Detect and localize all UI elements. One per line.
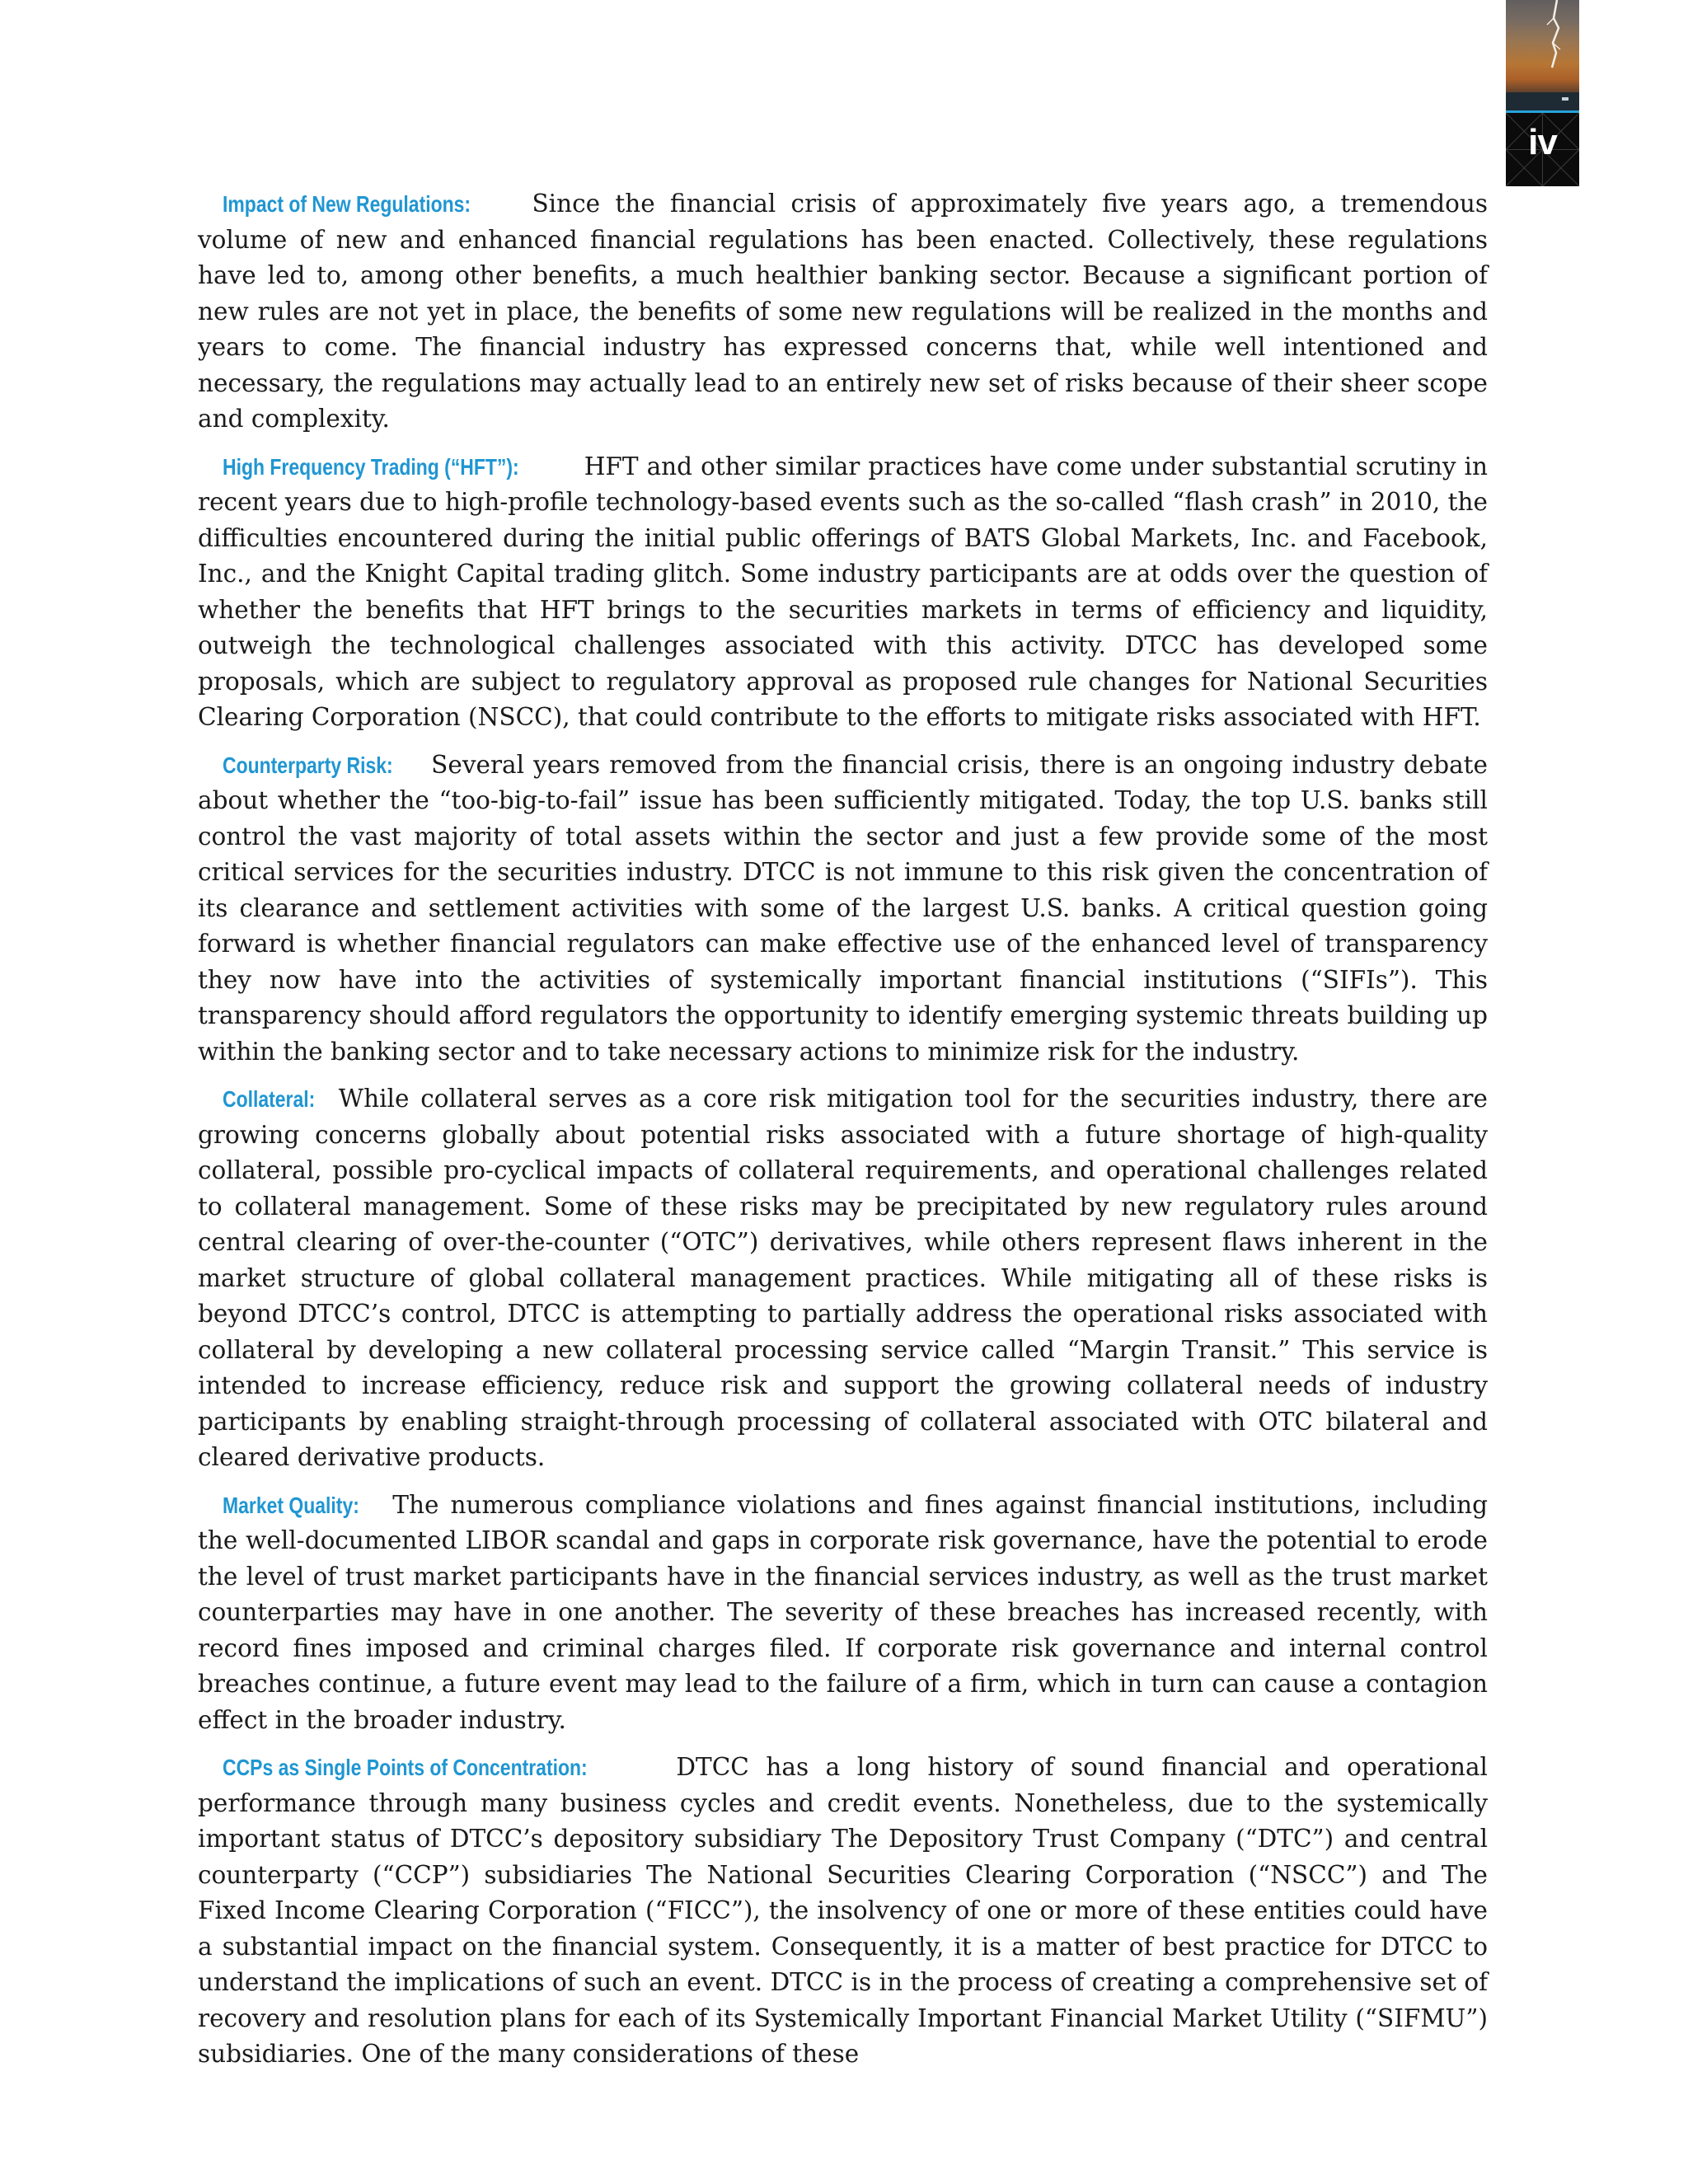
section-heading: High Frequency Trading (“HFT”): (223, 453, 519, 480)
section-heading: Impact of New Regulations: (223, 191, 471, 217)
section-heading: Market Quality: (223, 1492, 359, 1518)
section-paragraph (198, 186, 1488, 438)
section-paragraph (198, 748, 1488, 1071)
section-paragraph (198, 1750, 1488, 2073)
section-body: Since the financial crisis of approximately five years ago, a tremendous volume of new and enhanced financial regulations has been enacted. Collectively, these regulations have led to, among other benefits, a much healthier banking sector. Because a significant portion of new rules are not yet in place, the benefits of some new regulations will be realized in the months and years to come. The financial industry has expressed concerns that, while well intentioned and necessary, the regulations may actually lead to an entirely new set of risks because of their sheer scope and complexity. (198, 190, 1488, 433)
section-body: Several years removed from the financial crisis, there is an ongoing industry debate about whether the “too-big-to-fail” issue has been sufficiently mitigated. Today, the top U.S. banks still control the vast majority of total assets within the sector and just a few provide some of the most critical services for the securities industry. DTCC is not immune to this risk given the concentration of its clearance and settlement activities with some of the largest U.S. banks. A critical question going forward is whether financial regulators can make effective use of the enhanced level of transparency they now have into the activities of systemically important financial institutions (“SIFIs”). This transparency should afford regulators the opportunity to identify emerging systemic threats building up within the banking sector and to take necessary actions to minimize risk for the industry. (198, 750, 1488, 1066)
section-heading: Counterparty Risk: (223, 752, 393, 778)
section-body: While collateral serves as a core risk mitigation tool for the securities industry, there are growing concerns globally about potential risks associated with a future shortage of high-quality collateral, possible pro-cyclical impacts of collateral requirements, and operational challenges related to collateral management. Some of these risks may be precipitated by new regulatory rules around central clearing of over-the-counter (“OTC”) derivatives, while others represent flaws inherent in the market structure of global collateral management practices. While mitigating all of these risks is beyond DTCC’s control, DTCC is attempting to partially address the operational risks associated with collateral by developing a new collateral processing service called “Margin Transit.” This service is intended to increase efficiency, reduce risk and support the growing collateral needs of industry participants by enabling straight-through processing of collateral associated with OTC bilateral and cleared derivative products. (198, 1085, 1488, 1471)
section-heading: Collateral: (223, 1086, 316, 1112)
lightning-bolt-icon (1506, 0, 1579, 110)
section-paragraph (198, 1488, 1488, 1739)
article-body (198, 186, 1488, 2084)
section-paragraph (198, 449, 1488, 736)
page-number: iv (1528, 122, 1557, 162)
section-body: The numerous compliance violations and fines against financial institutions, including the well-documented LIBOR scandal and gaps in corporate risk governance, have the potential to erode the level of trust market participants have in the financial services industry, as well as the trust market counterparties may have in one another. The severity of these breaches has increased recently, with record fines imposed and criminal charges filed. If corporate risk governance and internal control breaches continue, a future event may lead to the failure of a firm, which in turn can cause a contagion effect in the broader industry. (198, 1490, 1488, 1734)
section-body: DTCC has a long history of sound financial and operational performance through many business cycles and credit events. Nonetheless, due to the systemically important status of DTCC’s depository subsidiary The Depository Trust Company (“DTC”) and central counterparty (“CCP”) subsidiaries The National Securities Clearing Corporation (“NSCC”) and The Fixed Income Clearing Corporation (“FICC”), the insolvency of one or more of these entities could have a substantial impact on the financial system. Consequently, it is a matter of best practice for DTCC to understand the implications of such an event. DTCC is in the process of creating a comprehensive set of recovery and resolution plans for each of its Systemically Important Financial Market Utility (“SIFMU”) subsidiaries. One of the many considerations of these (198, 1753, 1488, 2068)
section-body: HFT and other similar practices have come under substantial scrutiny in recent years due to high-profile technology-based events such as the so-called “flash crash” in 2010, the difficulties encountered during the initial public offerings of BATS Global Markets, Inc. and Facebook, Inc., and the Knight Capital trading glitch. Some industry participants are at odds over the question of whether the benefits that HFT brings to the securities markets in terms of efficiency and liquidity, outweigh the technological challenges associated with this activity. DTCC has developed some proposals, which are subject to regulatory approval as proposed rule changes for National Securities Clearing Corporation (NSCC), that could contribute to the efforts to mitigate risks associated with HFT. (198, 452, 1488, 731)
section-paragraph (198, 1081, 1488, 1476)
page-tab (1506, 0, 1579, 186)
section-heading: CCPs as Single Points of Concentration: (223, 1755, 588, 1780)
lightning-sunset-photo (1506, 0, 1579, 110)
